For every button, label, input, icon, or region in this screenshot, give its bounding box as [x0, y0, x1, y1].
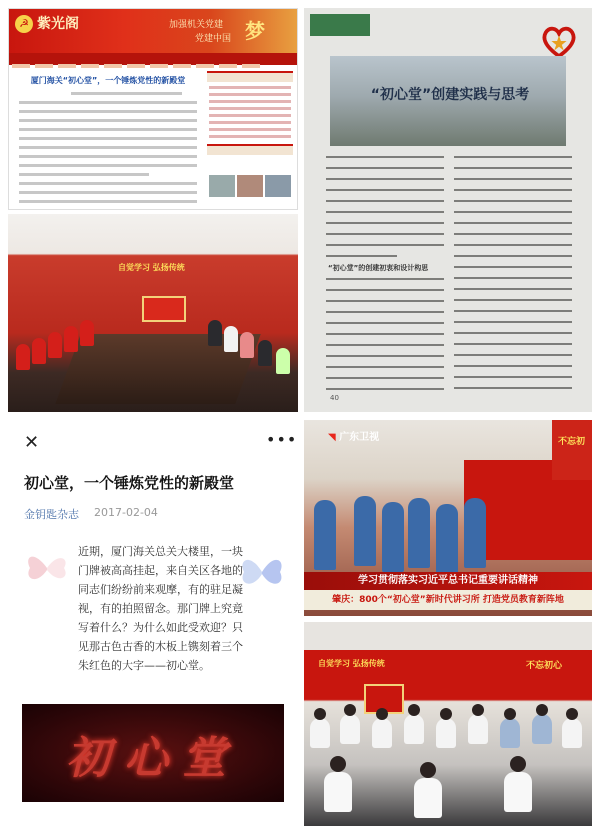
website-article [15, 71, 201, 207]
tv-caption-subline: 肇庆：800个“初心堂”新时代讲习所 打造党员教育新阵地 [304, 590, 592, 610]
party-emblem-icon: ☭ [15, 15, 33, 33]
meeting-wall-banner: 自觉学习 弘扬传统 [118, 263, 185, 272]
article-body: 近期，厦门海关总关大楼里，一块门牌被高高挂起，来自关区各地的同志们纷纷前来观摩，有的驻足凝视，有的拍照留念。那门牌上究竟写着什么？为什么如此受欢迎？只见那古色古香的木板上镌刻着三个朱红色的大字——初心堂。 [78, 545, 243, 672]
website-slogan-1: 加强机关党建 [169, 20, 224, 30]
magazine-page [304, 8, 592, 412]
magazine-text-column [454, 156, 572, 398]
website-slogan-2: 党建中国 [195, 34, 232, 44]
magazine-text-column [326, 278, 444, 399]
magazine-title: “初心堂”创建实践与思考 [370, 87, 530, 103]
training-wall-text: 自觉学习 弘扬传统 [318, 659, 385, 668]
article-title: 初心堂，一个锤炼党性的新殿堂 [24, 474, 235, 492]
website-slogan-big: 梦 [245, 19, 265, 43]
website-screenshot [8, 8, 298, 210]
website-nav-bar [9, 53, 297, 65]
article-date: 2017-02-04 [94, 506, 158, 519]
more-options-icon[interactable]: ••• [266, 430, 298, 449]
website-sidebar [207, 71, 293, 207]
tv-news-photo [304, 420, 592, 616]
butterfly-icon [24, 548, 70, 588]
training-wall-text: 不忘初心 [526, 661, 563, 671]
website-banner [9, 9, 297, 53]
website-thumbnail [237, 175, 263, 197]
website-headline: 厦门海关“初心堂”，一个锤炼党性的新殿堂 [30, 76, 186, 85]
tv-logo-icon: ◥ [328, 432, 336, 443]
plaque-photo [22, 704, 284, 802]
plaque-inscription: 初心堂 [66, 733, 240, 784]
magazine-text-column [326, 156, 444, 266]
tv-caption-headline: 学习贯彻落实习近平总书记重要讲话精神 [304, 572, 592, 590]
article-source-link[interactable]: 金钥匙杂志 [24, 508, 79, 521]
heart-logo-icon [540, 24, 578, 60]
magazine-page-number: 40 [330, 394, 339, 402]
website-thumbnail [209, 175, 235, 197]
website-site-name: 紫光阁 [37, 16, 79, 32]
tv-station-name: 广东卫视 [339, 432, 380, 443]
meeting-screen [142, 296, 186, 322]
website-thumbnail [265, 175, 291, 197]
article-screenshot [8, 420, 298, 826]
ceiling [304, 622, 592, 650]
tv-wall-text: 不忘初 [558, 437, 586, 447]
magazine-section-heading: “初心堂”的创建初衷和设计构思 [328, 264, 429, 272]
training-photo [304, 622, 592, 826]
meeting-photo [8, 214, 298, 412]
close-icon[interactable]: ✕ [24, 432, 40, 453]
magazine-header-tag [310, 14, 370, 36]
tv-station-logo [328, 428, 379, 443]
red-wall-sign [552, 420, 592, 480]
